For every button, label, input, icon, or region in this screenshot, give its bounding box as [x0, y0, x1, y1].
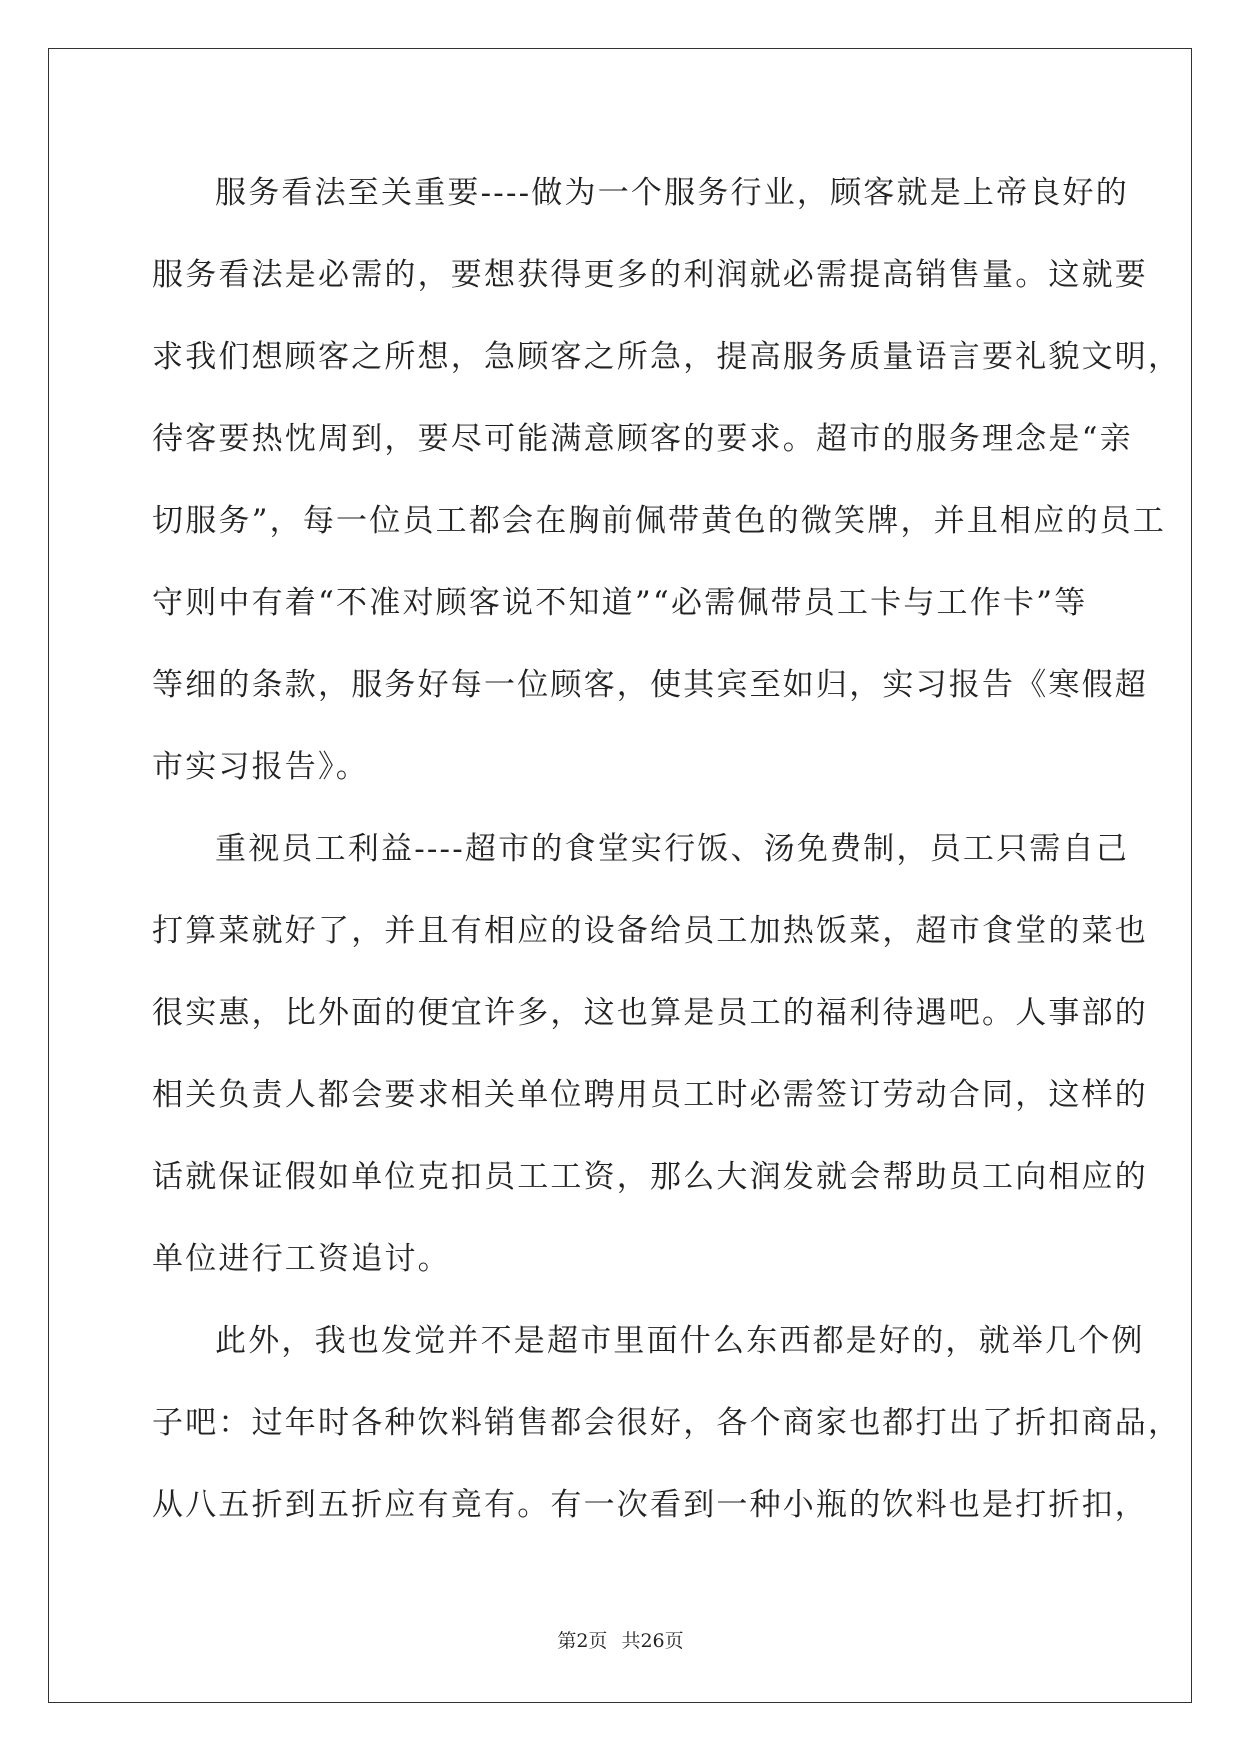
paragraph-line: 求我们想顾客之所想，急顾客之所急，提高服务质量语言要礼貌文明，	[152, 339, 1182, 375]
paragraph-line: 单位进行工资追讨。	[152, 1241, 451, 1277]
paragraph-line: 此外，我也发觉并不是超市里面什么东西都是好的，就举几个例	[215, 1323, 1145, 1359]
document-body	[152, 152, 1182, 1546]
paragraph-line: 很实惠，比外面的便宜许多，这也算是员工的福利待遇吧。人事部的	[152, 995, 1148, 1031]
paragraph-line: 等细的条款，服务好每一位顾客，使其宾至如归，实习报告《寒假超	[152, 667, 1148, 703]
paragraph-line: 子吧：过年时各种饮料销售都会很好，各个商家也都打出了折扣商品，	[152, 1405, 1182, 1441]
paragraph-line: 切服务”，每一位员工都会在胸前佩带黄色的微笑牌，并且相应的员工	[152, 503, 1167, 539]
paragraph-line: 重视员工利益----超市的食堂实行饭、汤免费制，员工只需自己	[215, 831, 1129, 867]
paragraph-line: 从八五折到五折应有竟有。有一次看到一种小瓶的饮料也是打折扣，	[152, 1487, 1148, 1523]
page-footer	[0, 1626, 1241, 1653]
paragraph-line: 相关负责人都会要求相关单位聘用员工时必需签订劳动合同，这样的	[152, 1077, 1148, 1113]
page-number: 第2页	[557, 1630, 608, 1652]
paragraph-line: 打算菜就好了，并且有相应的设备给员工加热饭菜，超市食堂的菜也	[152, 913, 1148, 949]
paragraph-line: 市实习报告》。	[152, 749, 369, 785]
paragraph-line: 话就保证假如单位克扣员工工资，那么大润发就会帮助员工向相应的	[152, 1159, 1148, 1195]
paragraph-line: 待客要热忱周到，要尽可能满意顾客的要求。超市的服务理念是“亲	[152, 421, 1133, 457]
paragraph-line: 服务看法至关重要----做为一个服务行业，顾客就是上帝良好的	[215, 175, 1129, 211]
page-total: 共26页	[621, 1630, 684, 1652]
paragraph-line: 守则中有着“不准对顾客说不知道”“必需佩带员工卡与工作卡”等	[152, 585, 1088, 621]
paragraph-line: 服务看法是必需的，要想获得更多的利润就必需提高销售量。这就要	[152, 257, 1148, 293]
